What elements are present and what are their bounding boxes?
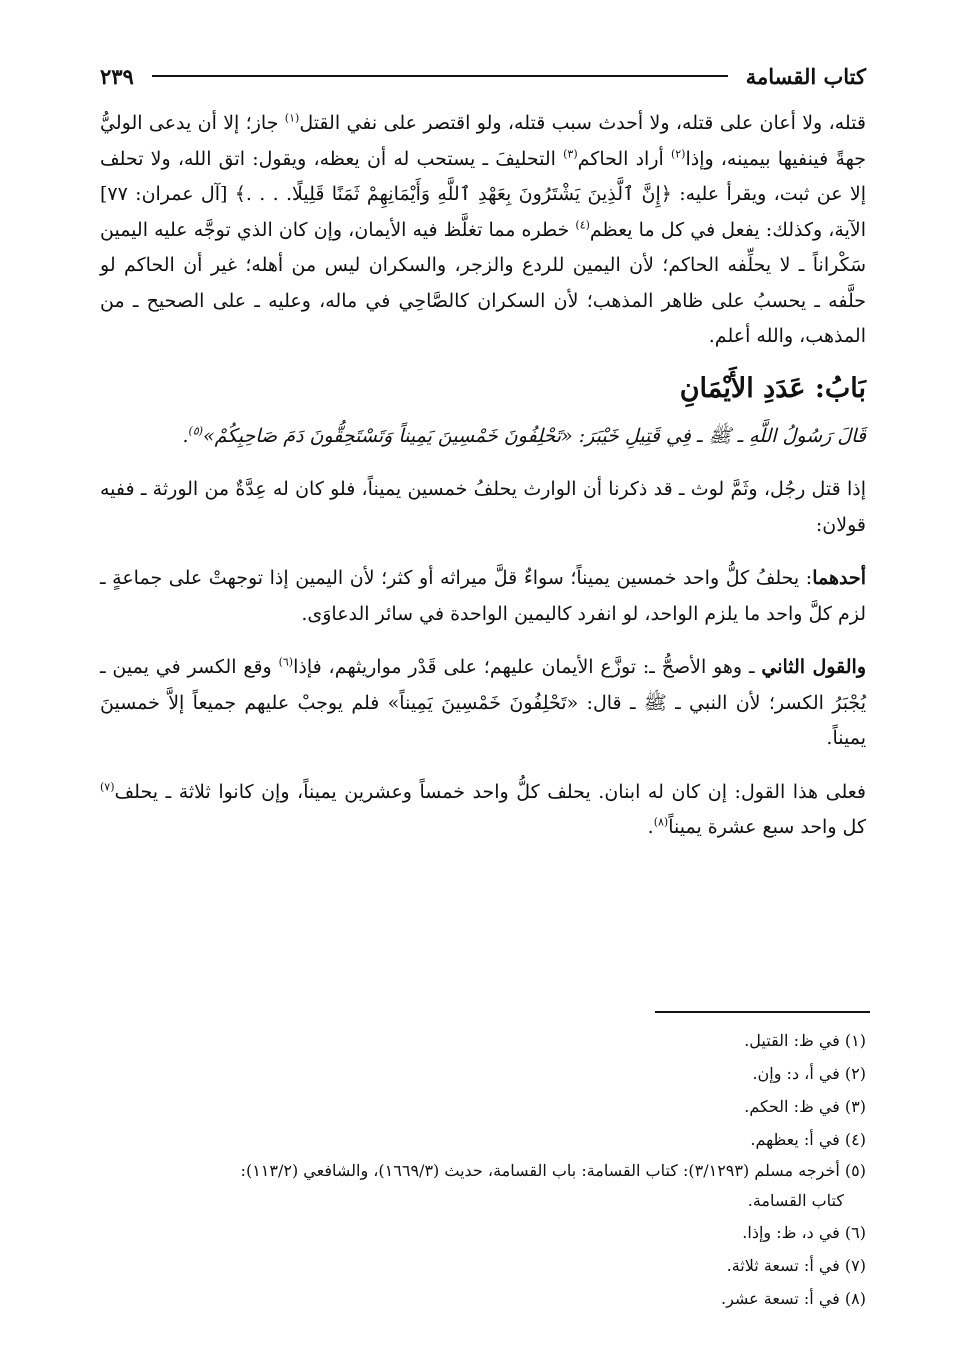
footnote-5-line-1: (٥) أخرجه مسلم (٣/١٢٩٣): كتاب القسامة: باب القسامة، حديث (١٦٦٩/٣)، والشافعي (١١٣/٢): <box>240 1161 866 1180</box>
footnote-5 <box>100 1156 866 1216</box>
paragraph-1 <box>100 106 866 355</box>
footnote-ref-7[interactable]: (٧) <box>100 780 115 794</box>
footnote-5-line-2: كتاب القسامة. <box>747 1191 844 1210</box>
text-run: قتله، ولا أعان على قتله، ولا أحدث سبب قتله، ولو اقتصر على نفي القتل <box>299 112 866 134</box>
footnote-ref-8[interactable]: (٨) <box>653 815 669 829</box>
page-number: ٢٣٩ <box>100 63 134 89</box>
footnote-1: (١) في ظ: القتيل. <box>744 1031 866 1050</box>
text-run: . <box>647 816 654 838</box>
text-run: التحليفَ ـ يستحب له أن يعظه، ويقول: اتق الله، ولا تحلف إلا عن ثبت، ويقرأ عليه: ﴿إِنَّ ٱلَّذِينَ يَشْتَرُونَ بِعَهْدِ ٱللَّهِ وَأَيْمَانِهِمْ ثَمَنًا قَلِيلًا. . . .﴾ [آل عمران: ٧٧] الآية، وكذلك: يفعل في كل ما يعظم <box>100 147 866 241</box>
footnote-4: (٤) في أ: يعظهم. <box>750 1130 866 1149</box>
text-run: أراد الحاكم <box>577 147 671 170</box>
paragraph-lead: والقول الثاني <box>761 656 866 678</box>
header-rule <box>152 75 728 77</box>
paragraph-5 <box>100 775 866 846</box>
footnote-8: (٨) في أ: تسعة عشر. <box>720 1289 866 1308</box>
footnote-6: (٦) في د، ظ: وإذا. <box>742 1223 866 1242</box>
text-run: جاز؛ إلا أن يدعى الوليُّ جهةً فينفيها بيمينه، وإذا <box>100 112 867 170</box>
footnote-ref-1[interactable]: (١) <box>284 111 300 125</box>
paragraph-2: إذا قتل رجُل، وثَمَّ لوث ـ قد ذكرنا أن الوارث يحلفُ خمسين يميناً، فلو كان له عِدَّةٌ من الورثة ـ ففيه قولان: <box>100 478 866 536</box>
paragraph-4 <box>100 650 866 757</box>
footnote-3: (٣) في ظ: الحكم. <box>744 1097 866 1116</box>
text-run: فعلى هذا القول: إن كان له ابنان. يحلف كلُّ واحد خمساً وعشرين يميناً، وإن كانوا ثلاثة ـ يحلف <box>114 780 866 803</box>
hadith-text: قَالَ رَسُولُ اللَّهِ ـ ﷺ ـ فِي قَتِيلِ خَيْبَرَ: «تَحْلِفُونَ خَمْسِينَ يَمِيناً وَتَسْتَحِقُّونَ دَمَ صَاحِبِكُمْ» <box>203 424 866 447</box>
footnotes <box>100 1024 866 1315</box>
paragraph-3 <box>100 561 866 632</box>
running-header <box>100 58 866 94</box>
footnote-ref-6[interactable]: (٦) <box>278 655 294 669</box>
text-run: خطره مما تغلَّظ فيه الأيمان، وإن كان الذي توجَّه عليه اليمين سَكْراناً ـ لا يحلِّفه الحاكم؛ لأن اليمين للردع والزجر، والسكران ليس من أهله؛ غير أن الحاكم لو حلَّفه ـ يحسبُ على ظاهر المذهب؛ لأن السكران كالصَّاحِي في ماله، وعليه ـ على الصحيح ـ من المذهب، والله أعلم. <box>100 218 866 347</box>
footnote-ref-5[interactable]: (٥) <box>188 424 204 438</box>
chapter-title: بَابُ: عَدَدِ الأَيْمَانِ <box>679 372 866 404</box>
footnote-2: (٢) في أ، د: وإن. <box>752 1064 866 1083</box>
book-section-title: كتاب القسامة <box>745 63 866 89</box>
main-text <box>100 106 866 846</box>
paragraph-lead: أحدهما <box>812 567 866 589</box>
text-run: : يحلفُ كلُّ واحد خمسين يميناً؛ سواءٌ قلَّ ميراثه أو كثر؛ لأن اليمين إذا توجهتْ على جماعةٍ ـ لزم كلَّ واحد ما يلزم الواحد، لو انفرد كاليمين الواحدة في سائر الدعاوَى. <box>100 567 866 625</box>
text-run: وقع الكسر في يمين ـ يُجْبَرُ الكسر؛ لأن النبي ـ ﷺ ـ قال: «تَحْلِفُونَ خَمْسِينَ يَمِيناً» فلم يوجبْ عليهم جميعاً إلاَّ خمسينَ يميناً. <box>100 656 866 749</box>
footnote-ref-2[interactable]: (٢) <box>670 147 686 161</box>
footnote-ref-4[interactable]: (٤) <box>575 218 590 232</box>
footnote-7: (٧) في أ: تسعة ثلاثة. <box>726 1256 866 1275</box>
hadith-paragraph <box>100 419 866 455</box>
footnote-ref-3[interactable]: (٣) <box>563 147 578 161</box>
text-run: ـ وهو الأصحُّ ـ: توزَّع الأيمان عليهم؛ على قَدْر مواريثهم، فإذا <box>293 656 762 678</box>
footnote-separator <box>655 1011 870 1013</box>
text-run: كل واحد سبع عشرة يميناً <box>668 816 866 838</box>
text-run: . <box>182 424 189 447</box>
